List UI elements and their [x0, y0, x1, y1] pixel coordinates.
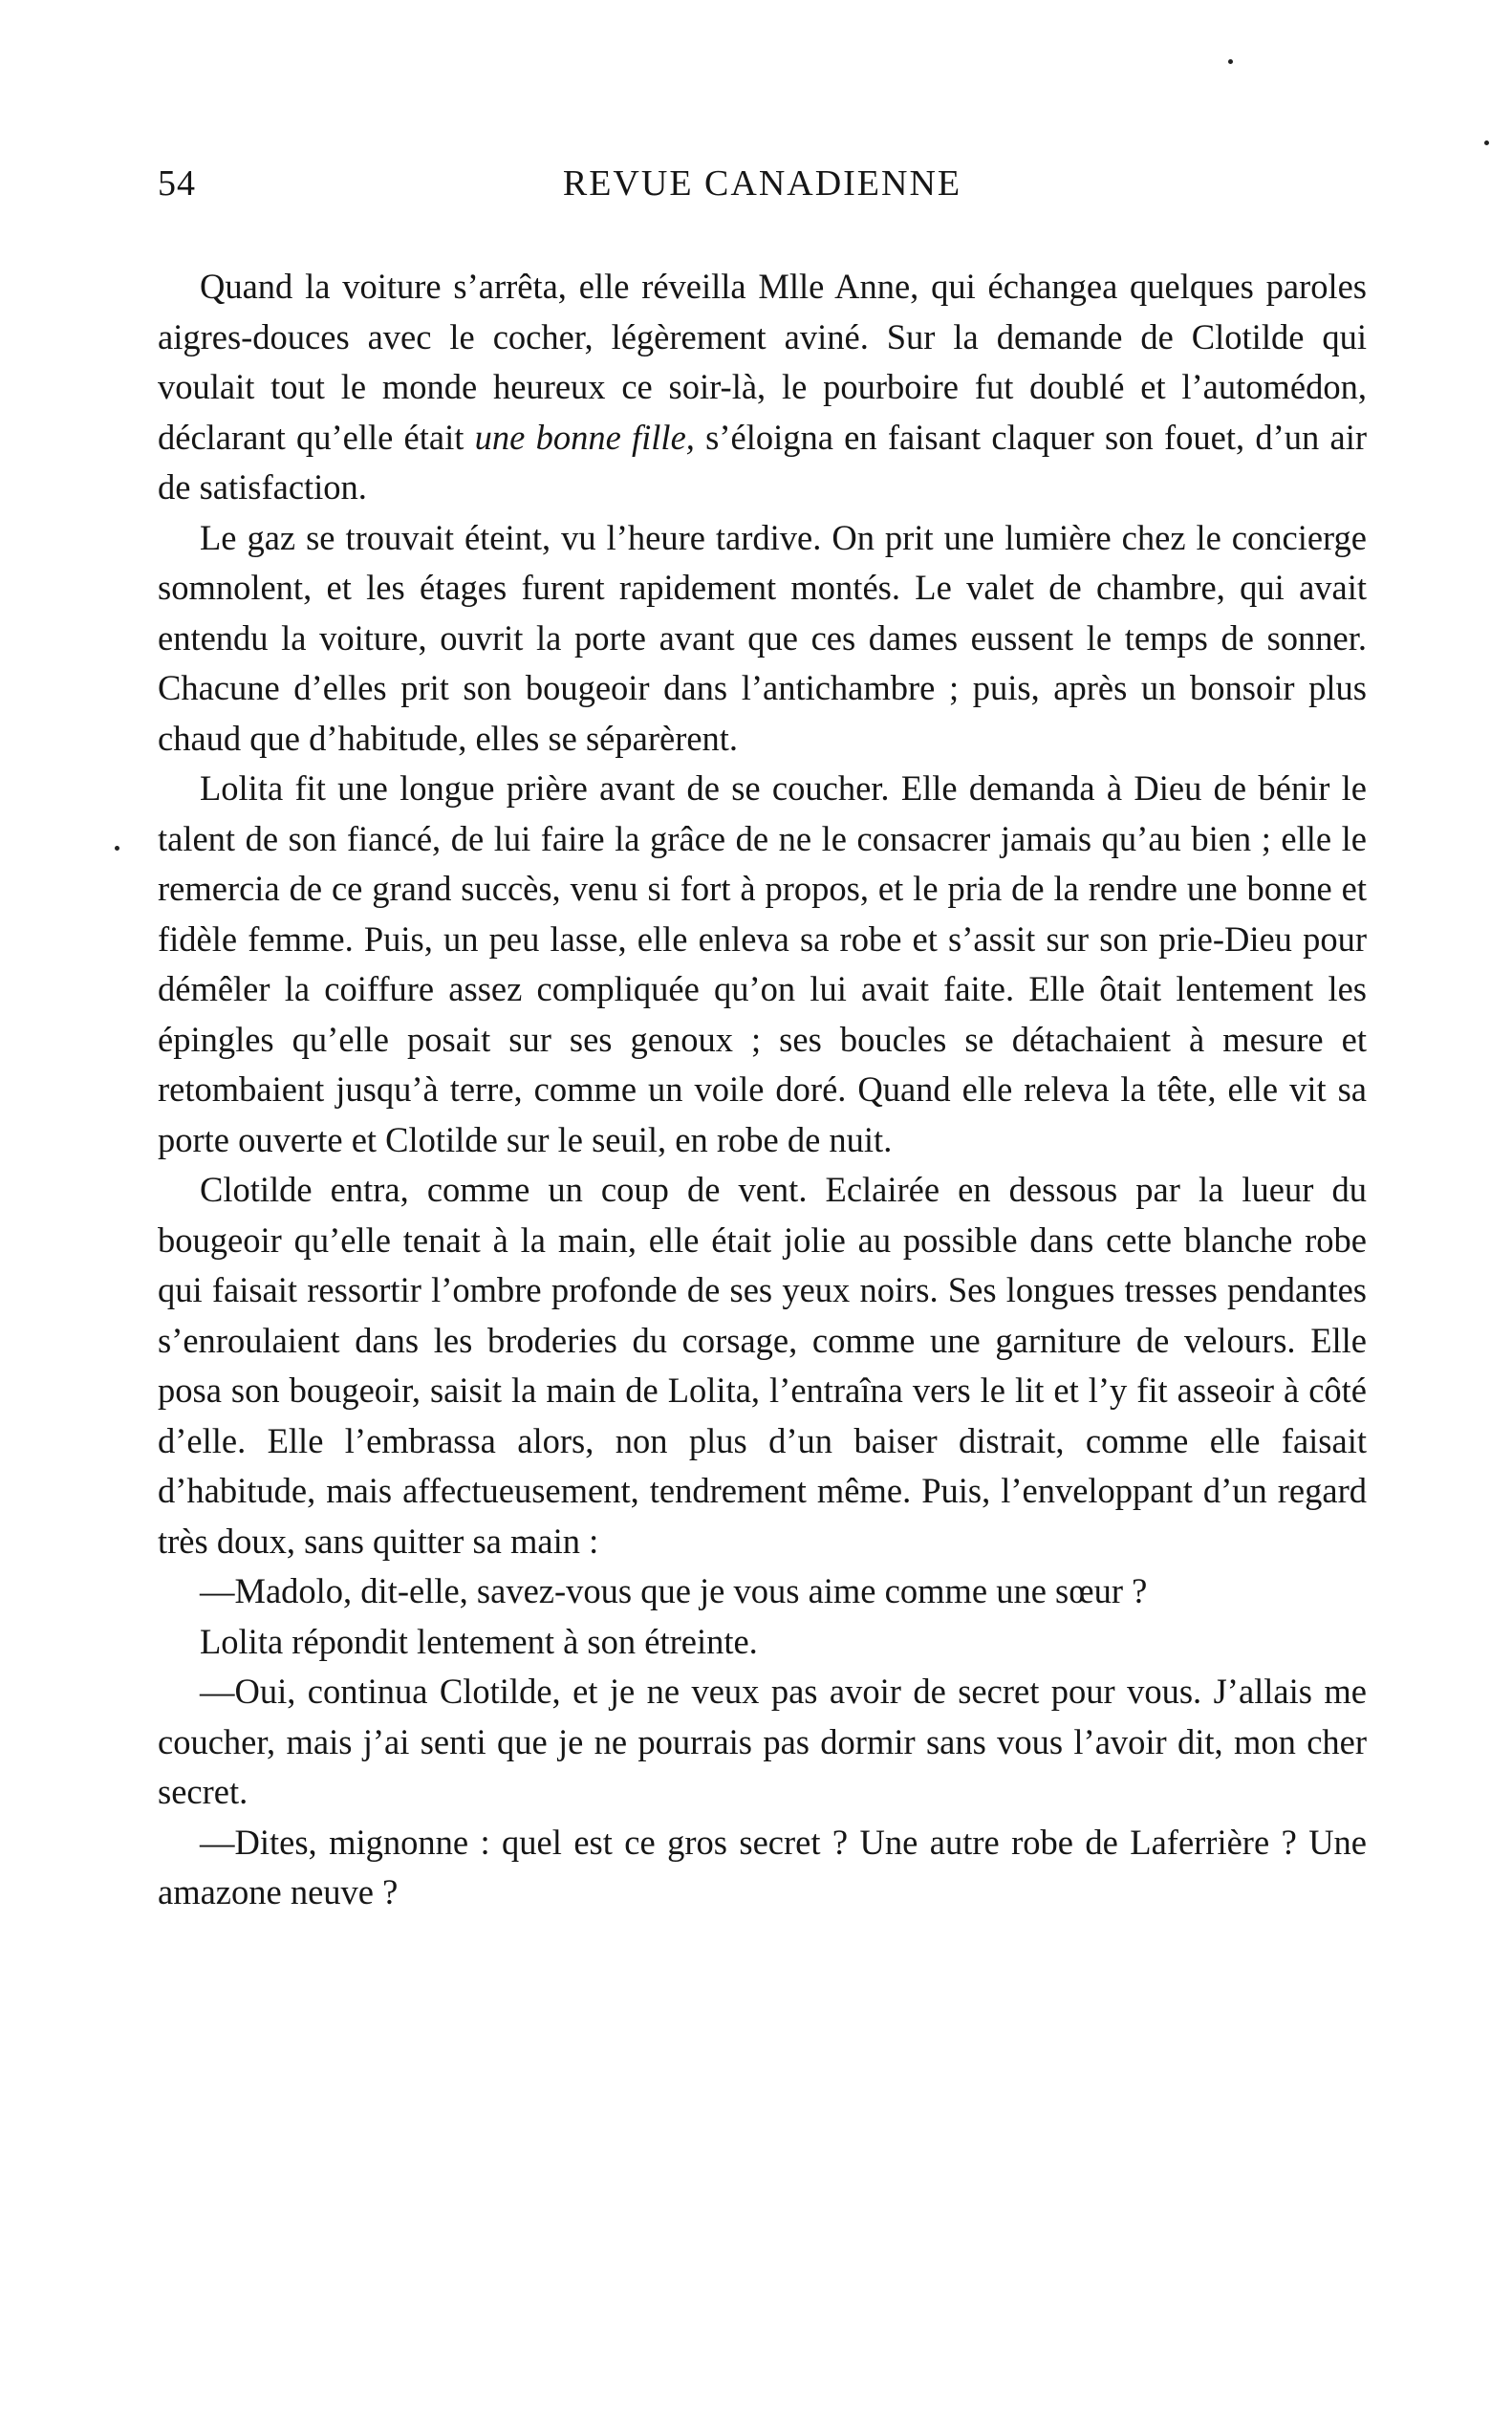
paragraph-1: [158, 262, 1367, 513]
page-number: 54: [158, 163, 196, 204]
paragraph-6: Lolita répondit lentement à son étreinte.: [200, 1621, 758, 1661]
paragraph-7: —Oui, continua Clotilde, et je ne veux pas avoir de secret pour vous. J’allais me coucher, mais j’ai senti que je ne pourrais pas dormir sans vous l’avoir dit, mon cher secret.: [158, 1672, 1367, 1811]
ink-speck-top: [1228, 59, 1233, 64]
paragraph-1-italic: une bonne fille,: [474, 417, 695, 457]
paragraph-1-text-end: s’éloigna en faisant claquer son fouet, d’un air de satisfaction.: [158, 417, 1367, 507]
paragraph-3: Lolita fit une longue prière avant de se coucher. Elle demanda à Dieu de bénir le talent de son fiancé, de lui faire la grâce de ne le consacrer jamais qu’au bien ; elle le remercia de ce grand succès, venu si fort à propos, et le pria de la rendre une bonne et fidèle femme. Puis, un peu lasse, elle enleva sa robe et s’assit sur son prie-Dieu pour démêler la coiffure assez compliquée qu’on lui avait faite. Elle ôtait lentement les épingles qu’elle posait sur ses genoux ; ses boucles se détachaient à mesure et retombaient jusqu’à terre, comme un voile doré. Quand elle releva la tête, elle vit sa porte ouverte et Clotilde sur le seuil, en robe de nuit.: [158, 768, 1367, 1159]
running-head: [158, 162, 1367, 220]
journal-title: REVUE CANADIENNE: [562, 163, 962, 204]
paragraph-1-text-start: Quand la voiture s’arrêta, elle réveilla Mlle Anne, qui échangea quelques paroles aigres-douces avec le cocher, légèrement aviné. Sur la demande de Clotilde qui voulait tout le monde heureux ce soir-là, le pourboire fut doublé et l’automédon, déclarant qu’elle était: [158, 267, 1367, 457]
ink-speck-margin: [115, 846, 119, 851]
paragraph-5: —Madolo, dit-elle, savez-vous que je vous aime comme une sœur ?: [200, 1571, 1148, 1610]
book-page: [158, 162, 1367, 1918]
paragraph-8: —Dites, mignonne : quel est ce gros secret ? Une autre robe de Laferrière ? Une amazone neuve ?: [158, 1822, 1367, 1911]
paragraph-2: Le gaz se trouvait éteint, vu l’heure tardive. On prit une lumière chez le concierge somnolent, et les étages furent rapidement montés. Le valet de chambre, qui avait entendu la voiture, ouvrit la porte avant que ces dames eussent le temps de sonner. Chacune d’elles prit son bougeoir dans l’antichambre ; puis, après un bonsoir plus chaud que d’habitude, elles se séparèrent.: [158, 517, 1367, 758]
ink-speck-top-right: [1484, 140, 1489, 145]
paragraph-4: Clotilde entra, comme un coup de vent. Eclairée en dessous par la lueur du bougeoir qu’elle tenait à la main, elle était jolie au possible dans cette blanche robe qui faisait ressortir l’ombre profonde de ses yeux noirs. Ses longues tresses pendantes s’enroulaient dans les broderies du corsage, comme une garniture de velours. Elle posa son bougeoir, saisit la main de Lolita, l’entraîna vers le lit et l’y fit asseoir à côté d’elle. Elle l’embrassa alors, non plus d’un baiser distrait, comme elle faisait d’habitude, mais affectueusement, tendrement même. Puis, l’enveloppant d’un regard très doux, sans quitter sa main :: [158, 1170, 1367, 1561]
body-text: [158, 262, 1367, 1918]
